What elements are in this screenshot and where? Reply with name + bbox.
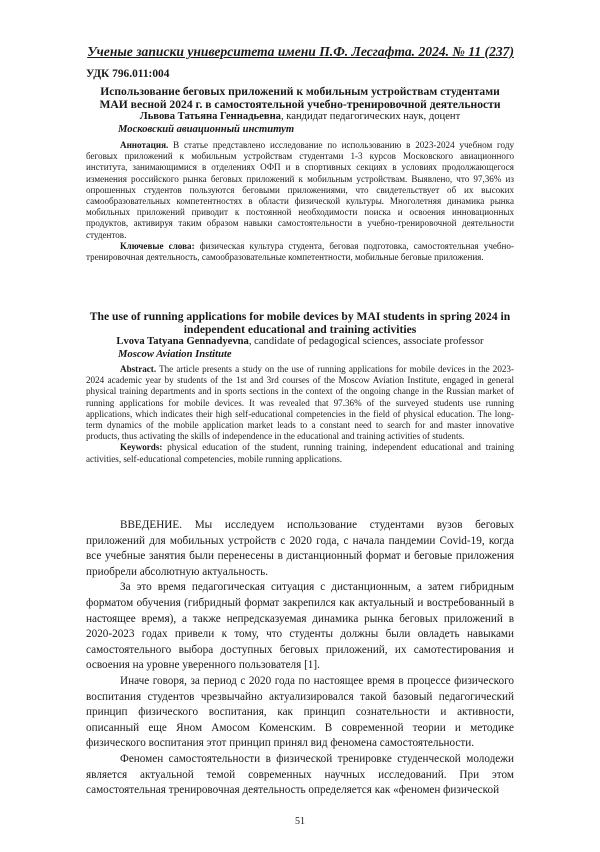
ru-keywords-text: физическая культура студента, беговая подготовка, самостоятельная учебно-тренировочная деятельность, самообразовательные компетентности, мобильные беговые приложения. xyxy=(86,240,514,263)
ru-title-block xyxy=(86,85,514,136)
ru-abstract xyxy=(86,140,514,241)
ru-organization: Московский авиационный институт xyxy=(118,123,295,135)
en-author-name: Lvova Tatyana Gennadyevna xyxy=(116,336,249,347)
en-abstract-label: Abstract. xyxy=(120,364,157,374)
ru-author-name: Львова Татьяна Геннадьевна xyxy=(139,111,281,122)
en-title: The use of running applications for mobile devices by MAI students in spring 2024 in independent educational and training activities xyxy=(89,310,511,336)
ru-title: Использование беговых приложений к мобильным устройствам студентами МАИ весной 2024 г. в самостоятельной учебно-тренировочной деятельности xyxy=(99,85,501,111)
ru-abstract-text: В статье представлено исследование по использованию в 2023-2024 учебном году беговых приложений к мобильным устройствам студентами 1-3 курсов Московского авиационного института, занимающимися в отделениях ОФП и в спортивных секциях в условиях продолжающегося изменения российского рынка беговых приложений к мобильным устройствам. Выявлено, что 97,36% из опрошенных студентов пользуются беговыми приложениями, что свидетельствует об их высоких самообразовательных компетентностях в области физической культуры. Многолетняя динамика рынка мобильных приложений приводит к постоянной необходимости поиска и освоения инновационных продуктов, активируя таким образом навыки самостоятельности в учебно-тренировочной деятельности студентов. xyxy=(86,140,514,240)
en-keywords-label: Keywords: xyxy=(120,442,163,453)
ru-keywords-label: Ключевые слова: xyxy=(120,240,195,251)
en-title-block xyxy=(86,310,514,361)
ru-author xyxy=(86,111,514,124)
ru-abstract-label: Аннотация. xyxy=(120,140,169,150)
ru-author-degree: , кандидат педагогических наук, доцент xyxy=(280,111,461,122)
en-author-degree: , candidate of pedagogical sciences, associate professor xyxy=(248,336,484,347)
en-organization: Moscow Aviation Institute xyxy=(118,348,232,360)
body-paragraph: Иначе говоря, за период с 2020 года по настоящее время в процессе физического воспитания студентов чрезвычайно актуализировался такой базовый педагогический принцип физического воспитания, как принцип сознательности и активности, описанный еще Яном Амосом Коменским. В современной теории и методике физического воспитания этот принцип принял вид феномена самостоятельности. xyxy=(86,674,514,750)
en-abstract-block xyxy=(86,364,514,465)
en-keywords xyxy=(86,442,514,464)
en-keywords-text: physical education of the student, running training, independent educational and training activities, self-educational competencies, mobile running applications. xyxy=(86,442,514,464)
en-author xyxy=(86,336,514,349)
ru-keywords xyxy=(86,241,514,263)
ru-abstract-block xyxy=(86,140,514,263)
body-paragraph: ВВЕДЕНИЕ. Мы исследуем использование студентами вузов беговых приложений для мобильных устройств с 2020 года, с начала пандемии Covid-19, когда все учебные занятия были перенесены в дистанционный формат и беговые приложения приобрели абсолютную актуальность. xyxy=(86,519,514,578)
udk-code: УДК 796.011:004 xyxy=(86,68,170,80)
body-text xyxy=(86,518,514,799)
journal-header: Ученые записки университета имени П.Ф. Лесгафта. 2024. № 11 (237) xyxy=(87,44,514,59)
body-paragraph: За это время педагогическая ситуация с дистанционным, а затем гибридным форматом обучения (гибридный формат закрепился как актуальный и востребованный в настоящее время), а также непредсказуемая динамика рынка беговых приложений в 2020-2023 годах привели к тому, что студенты должны были овладеть навыками самостоятельного выбора доступных беговых приложений, их самотестирования и освоения на уровне уверенного пользователя [1]. xyxy=(86,581,514,672)
body-paragraph: Феномен самостоятельности в физической тренировке студенческой молодежи является актуальной темой современных научных исследований. При этом самостоятельная тренировочная деятельность определяется как «феномен физической xyxy=(86,752,514,797)
en-abstract xyxy=(86,364,514,442)
en-abstract-text: The article presents a study on the use of running applications for mobile devices in the 2023-2024 academic year by students of the 1st and 3rd courses of the Moscow Aviation Institute, engaged in general physical training departments and in sports sections in the context of the ongoing change in the Russian market of running applications for mobile devices. It was revealed that 97.36% of the surveyed students use running applications, which indicates their high self-educational competencies in the field of physical education. The long-term dynamics of the mobile application market leads to a constant need to search for and master innovative products, thus activating the skills of independence in the educational and training activities of students. xyxy=(86,364,514,442)
page-number: 51 xyxy=(295,816,305,827)
